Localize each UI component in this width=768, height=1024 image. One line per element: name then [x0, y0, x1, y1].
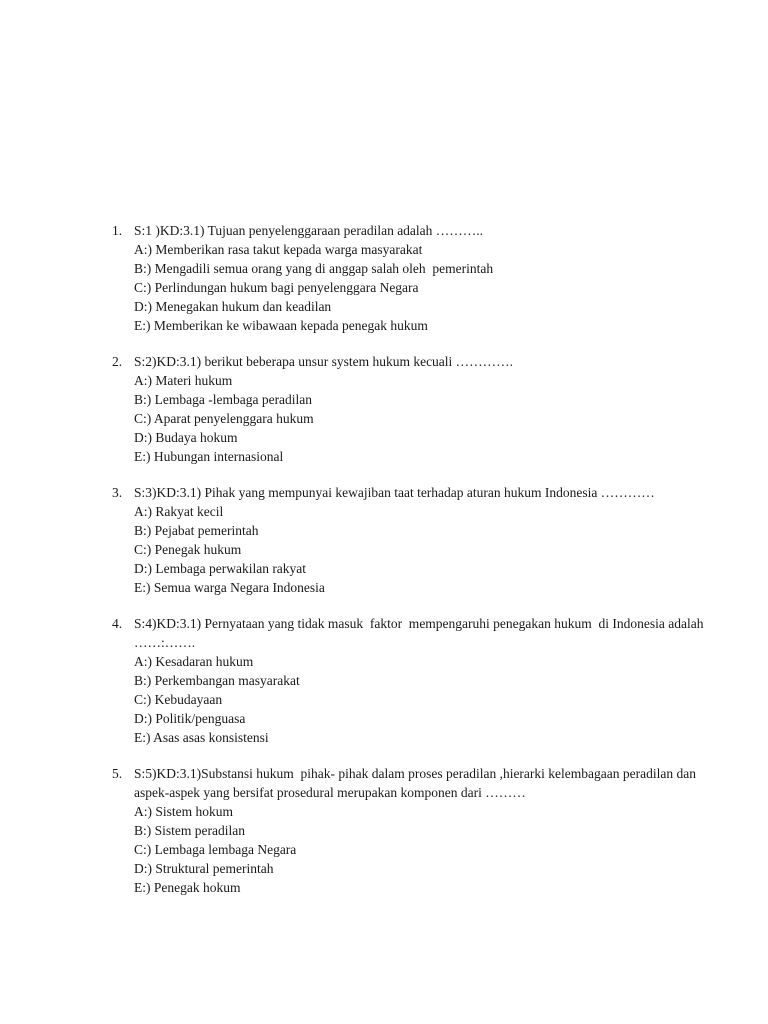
question-3 — [112, 483, 712, 597]
option-c: C:) Penegak hukum — [134, 542, 242, 557]
option-e: E:) Penegak hokum — [134, 880, 241, 895]
question-2 — [112, 352, 712, 466]
question-number: 5. — [112, 766, 123, 781]
option-b: B:) Sistem peradilan — [134, 823, 245, 838]
option-e: E:) Hubungan internasional — [134, 449, 284, 464]
option-d: D:) Lembaga perwakilan rakyat — [134, 561, 307, 576]
question-number: 1. — [112, 223, 123, 238]
option-d: D:) Struktural pemerintah — [134, 861, 274, 876]
option-e: E:) Memberikan ke wibawaan kepada penegak hukum — [134, 318, 428, 333]
question-list — [112, 221, 712, 914]
question-text: S:5)KD:3.1)Substansi hukum pihak- pihak dalam proses peradilan ,hierarki kelembagaan peradilan dan aspek-aspek yang bersifat prosedural merupakan komponen dari ……… — [134, 766, 700, 800]
option-c: C:) Lembaga lembaga Negara — [134, 842, 297, 857]
option-c: C:) Kebudayaan — [134, 692, 223, 707]
question-text: S:4)KD:3.1) Pernyataan yang tidak masuk faktor mempengaruhi penegakan hukum di Indonesia adalah ……:……. — [134, 616, 707, 650]
option-b: B:) Mengadili semua orang yang di anggap salah oleh pemerintah — [134, 261, 494, 276]
question-5 — [112, 764, 712, 897]
option-b: B:) Lembaga -lembaga peradilan — [134, 392, 313, 407]
option-c: C:) Perlindungan hukum bagi penyelenggara Negara — [134, 280, 419, 295]
question-number: 4. — [112, 616, 123, 631]
question-number: 2. — [112, 354, 123, 369]
option-a: A:) Sistem hokum — [134, 804, 234, 819]
option-c: C:) Aparat penyelenggara hukum — [134, 411, 314, 426]
question-text: S:2)KD:3.1) berikut beberapa unsur system hukum kecuali …………. — [134, 354, 514, 369]
option-a: A:) Materi hukum — [134, 373, 233, 388]
option-d: D:) Budaya hokum — [134, 430, 238, 445]
option-e: E:) Asas asas konsistensi — [134, 730, 269, 745]
question-4 — [112, 614, 712, 747]
question-text: S:1 )KD:3.1) Tujuan penyelenggaraan peradilan adalah ……….. — [134, 223, 484, 238]
option-b: B:) Perkembangan masyarakat — [134, 673, 300, 688]
option-d: D:) Menegakan hukum dan keadilan — [134, 299, 332, 314]
option-e: E:) Semua warga Negara Indonesia — [134, 580, 325, 595]
option-a: A:) Kesadaran hukum — [134, 654, 254, 669]
option-a: A:) Rakyat kecil — [134, 504, 224, 519]
option-d: D:) Politik/penguasa — [134, 711, 246, 726]
option-a: A:) Memberikan rasa takut kepada warga masyarakat — [134, 242, 423, 257]
question-text: S:3)KD:3.1) Pihak yang mempunyai kewajiban taat terhadap aturan hukum Indonesia ………… — [134, 485, 655, 500]
question-1 — [112, 221, 712, 335]
question-number: 3. — [112, 485, 123, 500]
option-b: B:) Pejabat pemerintah — [134, 523, 259, 538]
